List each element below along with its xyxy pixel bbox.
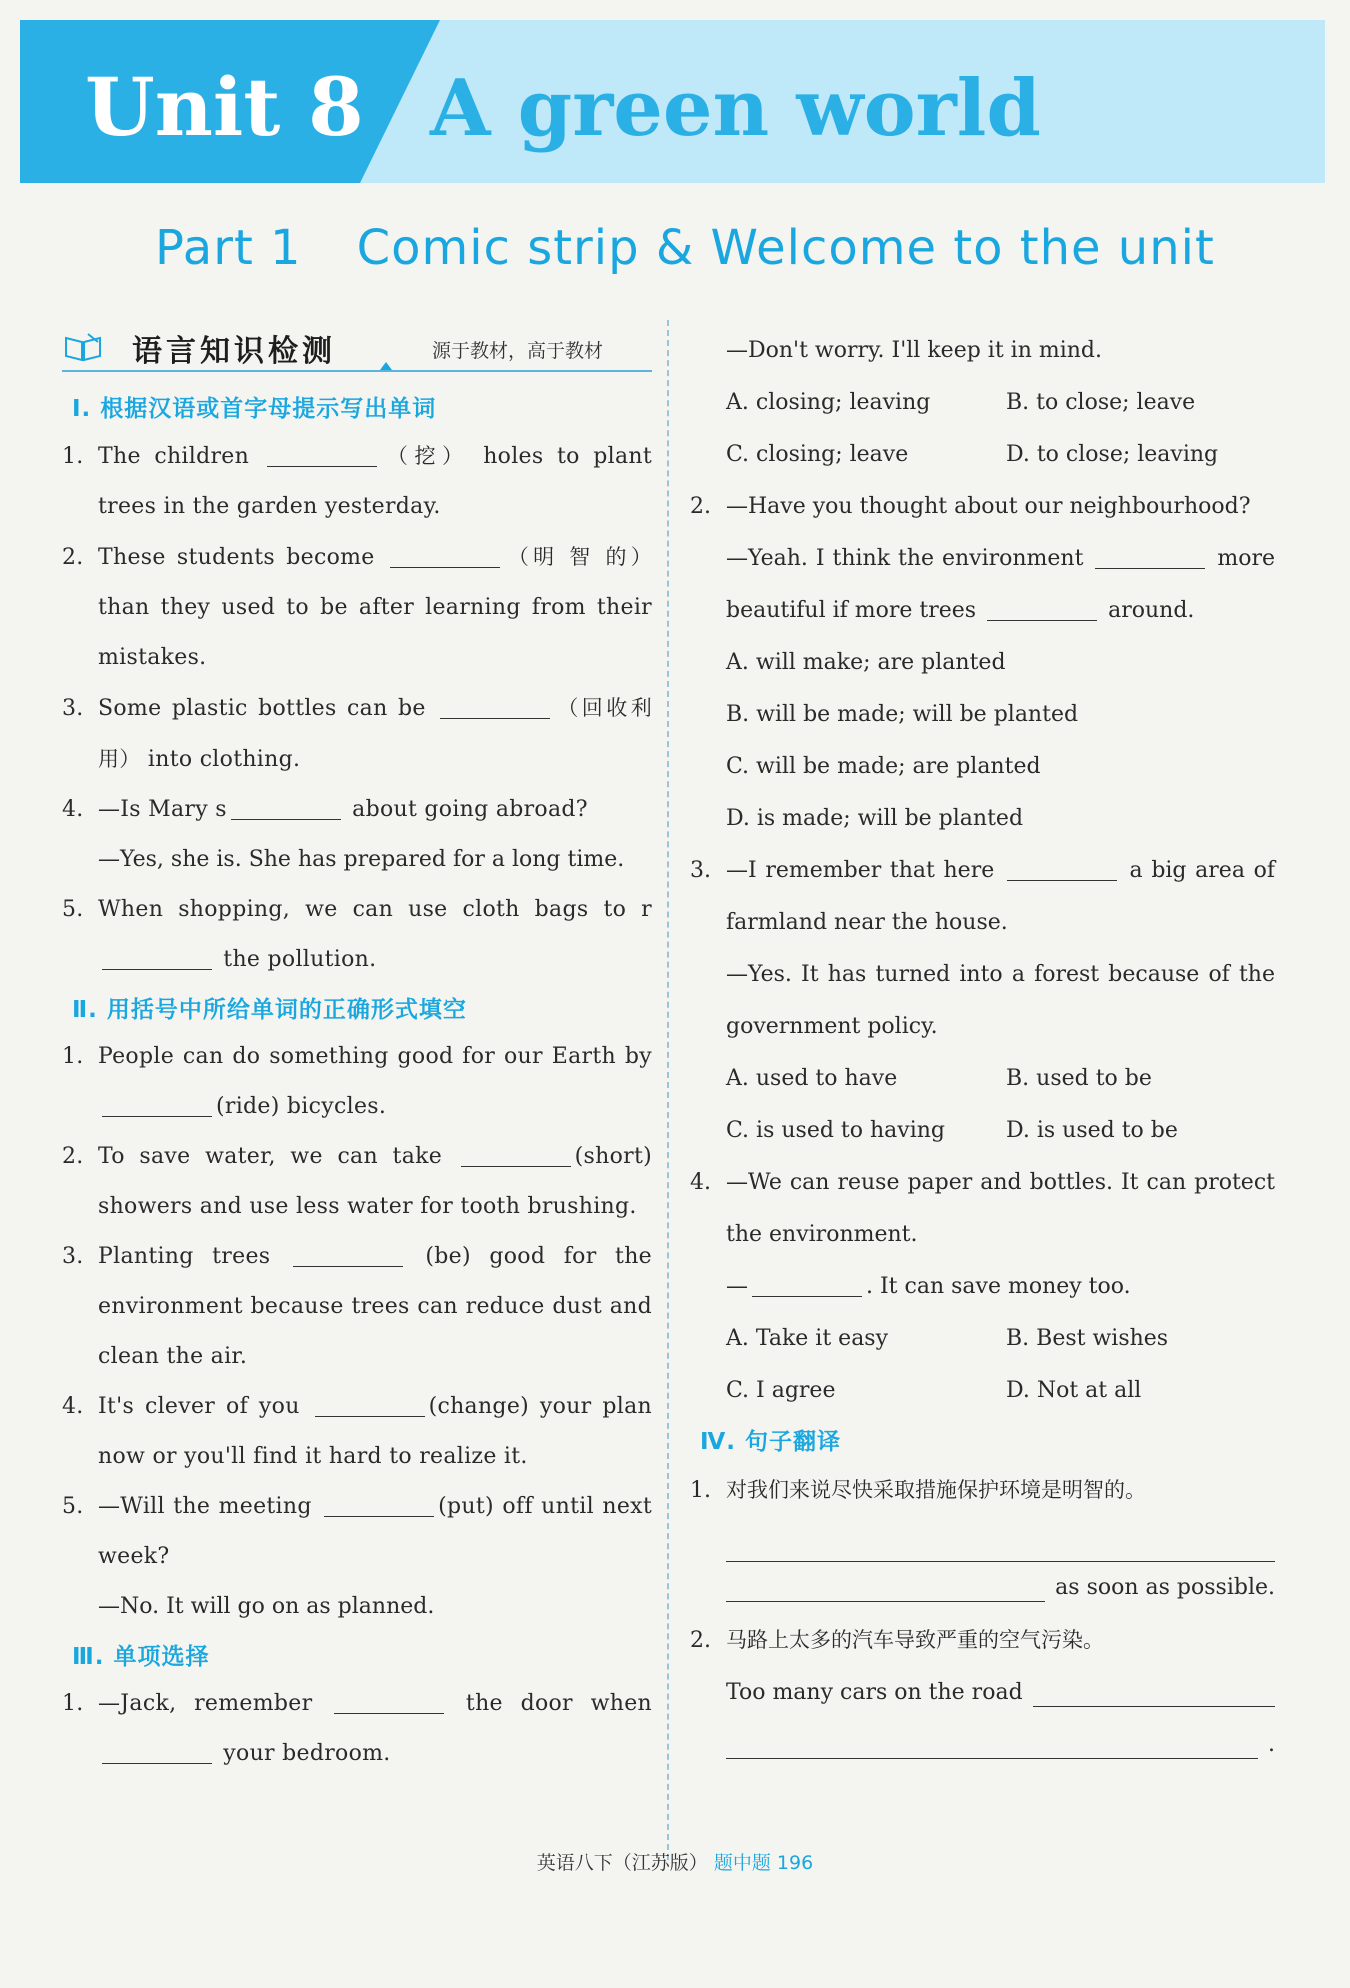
triangle-marker xyxy=(380,362,392,370)
s3-question-3: 3. —I remember that here a big area of farmland near the house. xyxy=(690,858,1275,935)
option-b[interactable]: B. to close; leave xyxy=(1006,390,1196,415)
s2-question-3: 3. Planting trees (be) good for the environment because trees can reduce dust and clean the air. xyxy=(62,1244,652,1369)
s3-question-4-reply: — . It can save money too. xyxy=(726,1274,1131,1299)
answer-blank[interactable] xyxy=(752,1295,862,1297)
option-c[interactable]: C. will be made; are planted xyxy=(726,754,1041,779)
knowledge-subtitle: 源于教材，高于教材 xyxy=(432,340,604,362)
column-divider xyxy=(667,320,669,1860)
s1-question-4-reply: —Yes, she is. She has prepared for a long time. xyxy=(98,847,625,872)
s4-question-1: 1. 对我们来说尽快采取措施保护环境是明智的。 xyxy=(690,1478,1146,1503)
option-d[interactable]: D. Not at all xyxy=(1006,1378,1142,1403)
s3-q4-options-row1 xyxy=(690,1313,1275,1365)
s3-q3-options-row2 xyxy=(690,1105,1275,1157)
answer-blank[interactable] xyxy=(1095,567,1205,569)
s3-q3-options-row1 xyxy=(690,1053,1275,1105)
s3-question-3-reply: —Yes. It has turned into a forest because of the government policy. xyxy=(726,962,1275,1039)
s2-question-1: 1. People can do something good for our Earth by (ride) bicycles. xyxy=(62,1044,652,1119)
answer-line[interactable] xyxy=(726,1517,1275,1562)
s2-question-5-reply: —No. It will go on as planned. xyxy=(98,1594,435,1619)
option-a[interactable]: A. Take it easy xyxy=(726,1326,889,1351)
answer-line[interactable] xyxy=(726,1601,1045,1602)
section-4-title: Ⅳ. 句子翻译 xyxy=(700,1429,842,1455)
answer-blank[interactable] xyxy=(390,566,500,568)
option-b[interactable]: B. will be made; will be planted xyxy=(726,702,1079,727)
page-footer xyxy=(0,1848,1350,1875)
answer-blank[interactable] xyxy=(440,717,550,719)
knowledge-header xyxy=(62,320,652,376)
answer-blank[interactable] xyxy=(102,1762,212,1764)
s4-q2-answer-row-2: . xyxy=(726,1719,1275,1771)
unit-banner xyxy=(20,20,1325,183)
book-name: 英语八下（江苏版） xyxy=(536,1852,708,1874)
option-c[interactable]: C. is used to having xyxy=(726,1118,945,1143)
section-3-title: Ⅲ. 单项选择 xyxy=(72,1644,210,1670)
page-number: 196 xyxy=(776,1852,814,1874)
section-1-title: Ⅰ. 根据汉语或首字母提示写出单词 xyxy=(72,396,437,422)
s4-q2-answer-row: Too many cars on the road xyxy=(726,1667,1275,1719)
answer-blank[interactable] xyxy=(231,818,341,820)
s1-question-3: 3. Some plastic bottles can be （回收利用） into clothing. xyxy=(62,696,652,772)
section-2-title: Ⅱ. 用括号中所给单词的正确形式填空 xyxy=(72,997,467,1023)
s1-question-4: 4. —Is Mary s about going abroad? xyxy=(62,797,588,822)
answer-blank[interactable] xyxy=(1007,879,1117,881)
s3-question-1: 1. —Jack, remember the door when your bedroom. xyxy=(62,1691,653,1766)
header-rule xyxy=(62,370,652,372)
option-a[interactable]: A. closing; leaving xyxy=(726,390,931,415)
answer-blank[interactable] xyxy=(102,968,212,970)
answer-blank[interactable] xyxy=(987,619,1097,621)
banner-graphic xyxy=(20,20,1325,183)
option-c[interactable]: C. closing; leave xyxy=(726,442,909,467)
s3-question-1-reply: —Don't worry. I'll keep it in mind. xyxy=(726,338,1102,363)
unit-number: Unit 8 xyxy=(85,60,364,154)
knowledge-title: 语言知识检测 xyxy=(132,334,336,369)
answer-blank[interactable] xyxy=(315,1415,425,1417)
right-column xyxy=(690,325,1275,1771)
s2-question-5: 5. —Will the meeting (put) off until next week? xyxy=(62,1494,652,1569)
part-heading: Comic strip & Welcome to the unit xyxy=(356,220,1215,276)
option-b[interactable]: B. Best wishes xyxy=(1006,1326,1169,1351)
answer-line[interactable] xyxy=(726,1758,1258,1759)
answer-blank[interactable] xyxy=(293,1265,403,1267)
answer-blank[interactable] xyxy=(267,465,377,467)
option-a[interactable]: A. used to have xyxy=(726,1066,898,1091)
option-b[interactable]: B. used to be xyxy=(1006,1066,1152,1091)
answer-blank[interactable] xyxy=(324,1515,434,1517)
part-title xyxy=(155,220,1215,276)
option-d[interactable]: D. to close; leaving xyxy=(1006,442,1219,467)
left-column xyxy=(62,320,652,1779)
option-c[interactable]: C. I agree xyxy=(726,1378,836,1403)
s1-question-1: 1. The children （挖） holes to plant trees in the garden yesterday. xyxy=(62,444,652,519)
option-a[interactable]: A. will make; are planted xyxy=(726,650,1006,675)
option-d[interactable]: D. is used to be xyxy=(1006,1118,1178,1143)
s3-q1-options-row2 xyxy=(690,429,1275,481)
answer-blank[interactable] xyxy=(334,1712,444,1714)
answer-blank[interactable] xyxy=(102,1115,212,1117)
s3-question-2-reply: —Yeah. I think the environment more beautiful if more trees around. xyxy=(726,546,1275,623)
s3-question-4: 4. —We can reuse paper and bottles. It can protect the environment. xyxy=(690,1170,1275,1247)
s4-q1-answer-row: as soon as possible. xyxy=(726,1562,1275,1614)
s3-q4-options-row2 xyxy=(690,1365,1275,1417)
option-d[interactable]: D. is made; will be planted xyxy=(726,806,1024,831)
unit-title: A green world xyxy=(430,63,1041,154)
part-label: Part 1 xyxy=(155,220,302,276)
s2-question-4: 4. It's clever of you (change) your plan now or you'll find it hard to realize it. xyxy=(62,1394,652,1469)
s2-question-2: 2. To save water, we can take (short) showers and use less water for tooth brushing. xyxy=(62,1144,652,1219)
s3-q1-options-row1 xyxy=(690,377,1275,429)
answer-line[interactable] xyxy=(1033,1706,1275,1707)
answer-blank[interactable] xyxy=(461,1165,571,1167)
s1-question-5: 5. When shopping, we can use cloth bags to r the pollution. xyxy=(62,897,652,972)
s3-question-2: 2. —Have you thought about our neighbourhood? xyxy=(690,494,1251,519)
brand-name: 题中题 xyxy=(713,1852,771,1874)
s4-question-2: 2. 马路上太多的汽车导致严重的空气污染。 xyxy=(690,1628,1104,1653)
s1-question-2: 2. These students become （明 智 的） than they used to be after learning from their mistakes. xyxy=(62,545,652,670)
book-icon xyxy=(64,332,102,362)
